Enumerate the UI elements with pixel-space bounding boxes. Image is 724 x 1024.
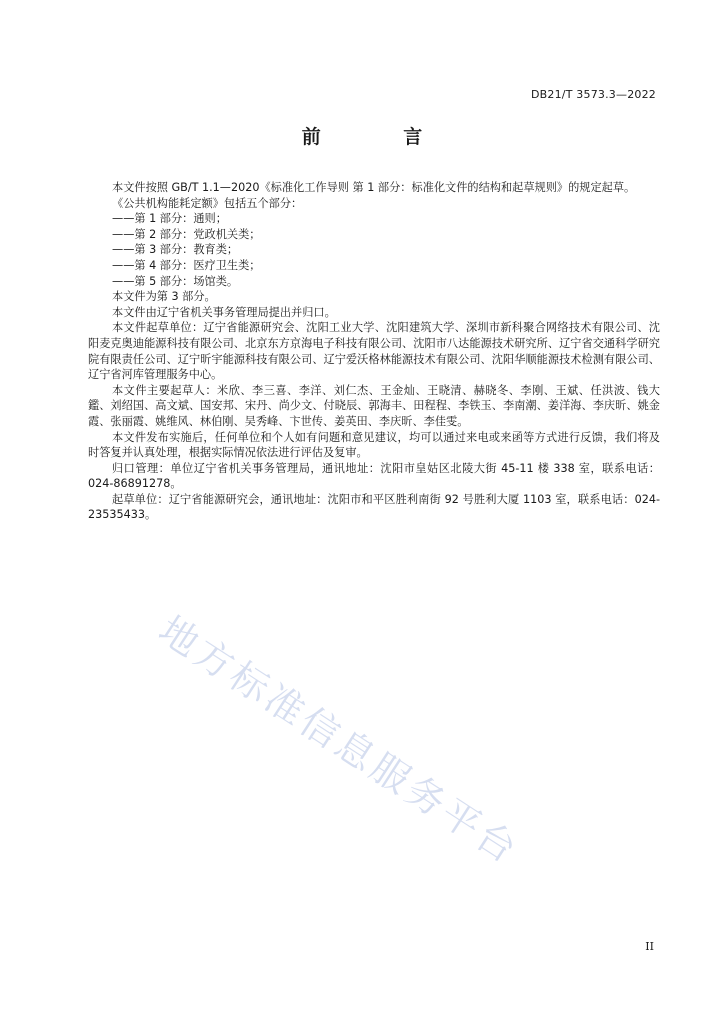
- foreword-body: [88, 180, 660, 523]
- paragraph-proposer: 本文件由辽宁省机关事务管理局提出并归口。: [112, 305, 336, 319]
- paragraph-feedback: 本文件发布实施后，任何单位和个人如有问题和意见建议，均可以通过来电或来函等方式进行反馈，我们将及时答复并认真处理，根据实际情况依法进行评估及复审。: [88, 430, 660, 460]
- list-item-part-5: ——第 5 部分：场馆类。: [112, 274, 239, 288]
- paragraph-this-part: 本文件为第 3 部分。: [112, 290, 216, 304]
- document-code: DB21/T 3573.3—2022: [530, 88, 656, 101]
- watermark: 地方标准信息服务平台: [151, 607, 528, 874]
- paragraph-drafter-contact: 起草单位：辽宁省能源研究会，通讯地址：沈阳市和平区胜利南街 92 号胜利大厦 1103 室，联系电话：024-23535433。: [88, 492, 660, 522]
- list-item-part-4: ——第 4 部分：医疗卫生类；: [112, 258, 261, 272]
- page-number: II: [645, 940, 654, 953]
- paragraph-drafters: 本文件主要起草人：米欣、李三喜、李洋、刘仁杰、王金灿、王晓清、赫晓冬、李刚、王斌、任洪波、钱大鑑、刘绍国、高文斌、国安邦、宋丹、尚少文、付晓辰、郭海丰、田程程、李铁玉、李南潮、姜洋海、李庆昕、姚金霞、张丽霞、姚维风、林伯刚、吴秀峰、卞世传、姜英田、李庆昕、李佳雯。: [88, 383, 660, 428]
- paragraph-parts-intro: 《公共机构能耗定额》包括五个部分：: [112, 196, 303, 210]
- list-item-part-1: ——第 1 部分：通则；: [112, 212, 227, 226]
- list-item-part-3: ——第 3 部分：教育类；: [112, 243, 239, 257]
- paragraph-drafting-units: 本文件起草单位：辽宁省能源研究会、沈阳工业大学、沈阳建筑大学、深圳市新科聚合网络技术有限公司、沈阳麦克奥迪能源科技有限公司、北京东方京海电子科技有限公司、沈阳市八达能源技术研究所、辽宁省交通科学研究院有限责任公司、辽宁昕宇能源科技有限公司、辽宁爱沃格林能源技术有限公司、沈阳华顺能源技术检测有限公司、辽宁省河库管理服务中心。: [88, 321, 660, 382]
- paragraph-drafting-rules: 本文件按照 GB/T 1.1—2020《标准化工作导则 第 1 部分：标准化文件的结构和起草规则》的规定起草。: [112, 181, 636, 194]
- paragraph-admin-contact: 归口管理：单位辽宁省机关事务管理局，通讯地址：沈阳市皇姑区北陵大街 45-11 楼 338 室，联系电话：024-86891278。: [88, 461, 660, 491]
- list-item-part-2: ——第 2 部分：党政机关类；: [112, 227, 261, 241]
- page-title: 前 言: [301, 126, 461, 148]
